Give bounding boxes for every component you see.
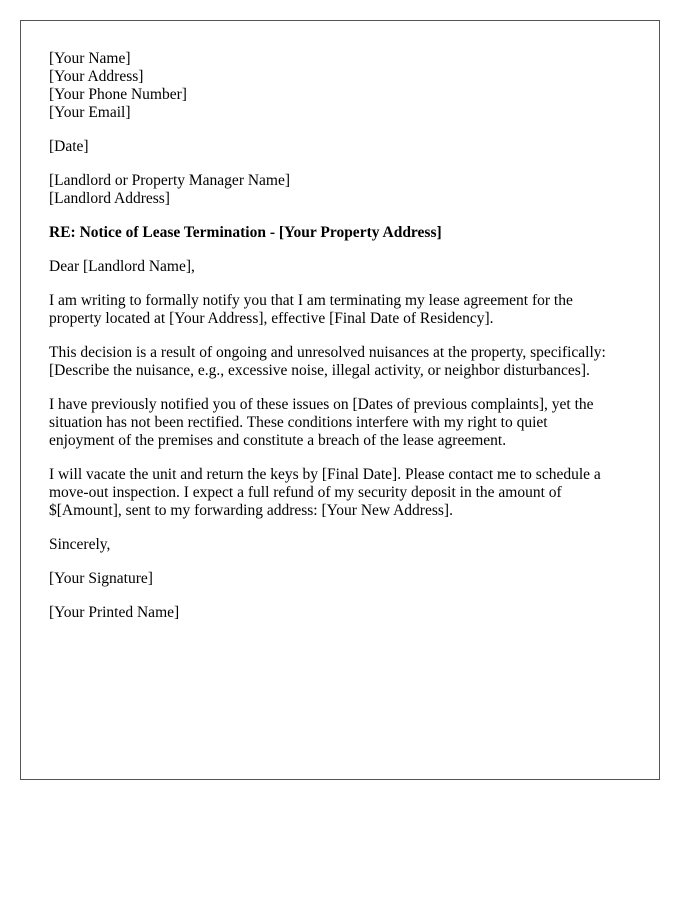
closing-block xyxy=(49,536,639,554)
paragraph-line: property located at [Your Address], effective [Final Date of Residency]. xyxy=(49,310,494,327)
paragraph-line: [Describe the nuisance, e.g., excessive noise, illegal activity, or neighbor disturbances]. xyxy=(49,362,590,379)
body-paragraph-1 xyxy=(49,292,639,328)
paragraph-line: I will vacate the unit and return the keys by [Final Date]. Please contact me to schedule a xyxy=(49,466,601,483)
paragraph-line: I am writing to formally notify you that I am terminating my lease agreement for the xyxy=(49,292,573,309)
subject-block xyxy=(49,224,639,242)
sender-name: [Your Name] xyxy=(49,50,131,67)
paragraph-line: This decision is a result of ongoing and unresolved nuisances at the property, specifically: xyxy=(49,344,606,361)
closing: Sincerely, xyxy=(49,536,111,553)
recipient-block xyxy=(49,172,639,208)
sender-address: [Your Address] xyxy=(49,68,144,85)
subject-line: RE: Notice of Lease Termination - [Your Property Address] xyxy=(49,224,442,241)
letter-date: [Date] xyxy=(49,138,89,155)
body-paragraph-2 xyxy=(49,344,639,380)
body-paragraph-4 xyxy=(49,466,639,520)
paragraph-line: enjoyment of the premises and constitute a breach of the lease agreement. xyxy=(49,432,507,449)
recipient-name: [Landlord or Property Manager Name] xyxy=(49,172,291,189)
salutation-block xyxy=(49,258,639,276)
printed-name-block xyxy=(49,604,639,622)
sender-phone: [Your Phone Number] xyxy=(49,86,187,103)
sender-block xyxy=(49,50,639,122)
recipient-address: [Landlord Address] xyxy=(49,190,170,207)
date-block xyxy=(49,138,639,156)
salutation: Dear [Landlord Name], xyxy=(49,258,195,275)
letter-content xyxy=(49,50,639,638)
paragraph-line: $[Amount], sent to my forwarding address: [Your New Address]. xyxy=(49,502,453,519)
signature: [Your Signature] xyxy=(49,570,153,587)
paragraph-line: situation has not been rectified. These conditions interfere with my right to quiet xyxy=(49,414,548,431)
body-paragraph-3 xyxy=(49,396,639,450)
signature-block xyxy=(49,570,639,588)
sender-email: [Your Email] xyxy=(49,104,131,121)
paragraph-line: move-out inspection. I expect a full refund of my security deposit in the amount of xyxy=(49,484,562,501)
letter-page xyxy=(20,20,660,780)
printed-name: [Your Printed Name] xyxy=(49,604,180,621)
paragraph-line: I have previously notified you of these issues on [Dates of previous complaints], yet the xyxy=(49,396,594,413)
